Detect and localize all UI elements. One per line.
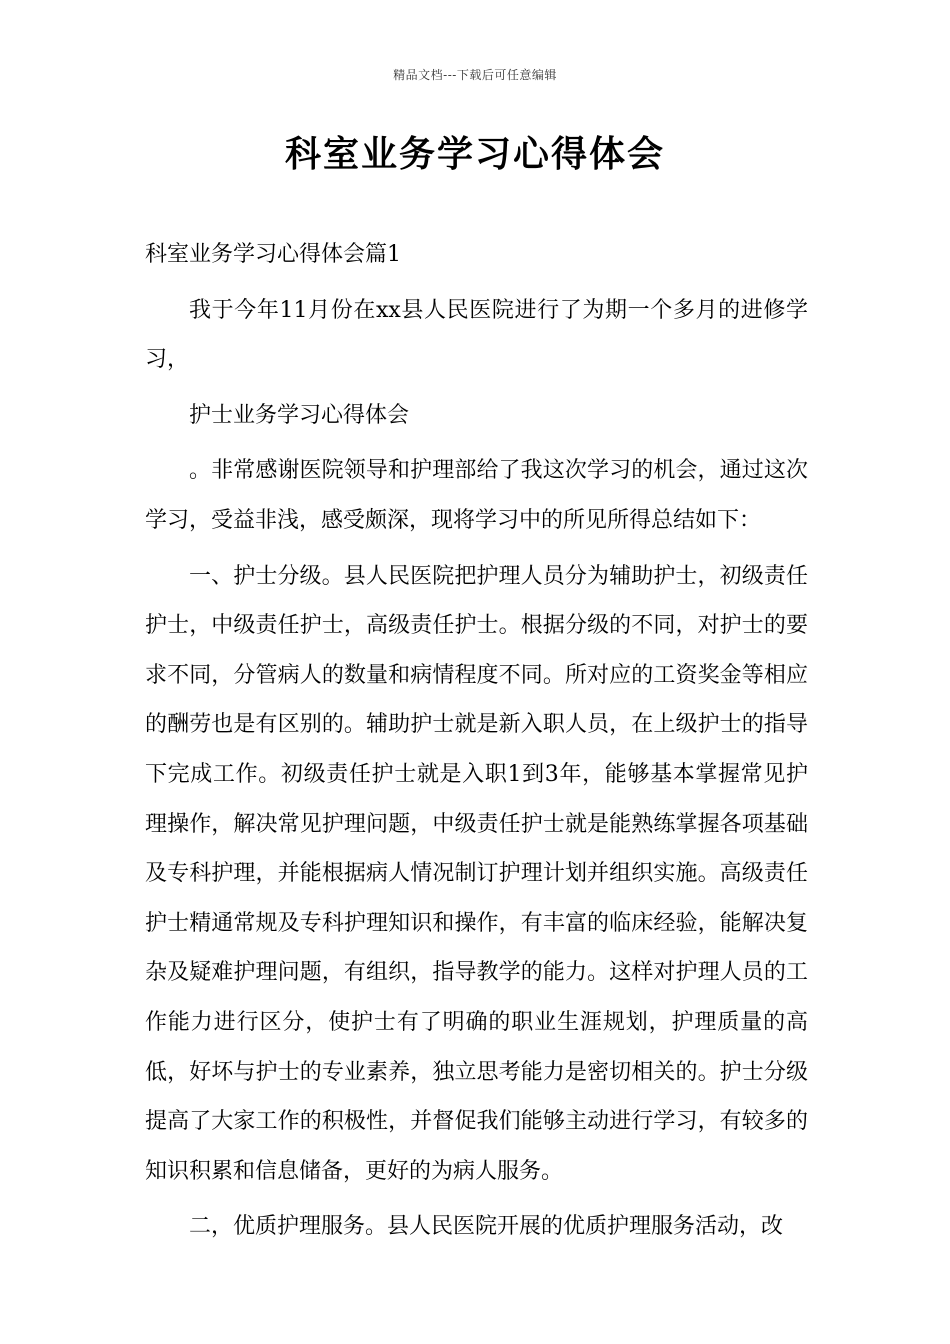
- document-body: [145, 230, 808, 1252]
- paragraph-nurse-grading: 一、护士分级。县人民医院把护理人员分为辅助护士，初级责任护士，中级责任护士，高级责任护士。根据分级的不同，对护士的要求不同，分管病人的数量和病情程度不同。所对应的工资奖金等相应的酬劳也是有区别的。辅助护士就是新入职人员，在上级护士的指导下完成工作。初级责任护士就是入职1到3年，能够基本掌握常见护理操作，解决常见护理问题，中级责任护士就是能熟练掌握各项基础及专科护理，并能根据病人情况制订护理计划并组织实施。高级责任护士精通常规及专科护理知识和操作，有丰富的临床经验，能解决复杂及疑难护理问题，有组织，指导教学的能力。这样对护理人员的工作能力进行区分，使护士有了明确的职业生涯规划，护理质量的高低，好坏与护士的专业素养，独立思考能力是密切相关的。护士分级提高了大家工作的积极性，并督促我们能够主动进行学习，有较多的知识积累和信息储备，更好的为病人服务。: [145, 563, 808, 1184]
- header-note: 精品文档---下载后可任意编辑: [393, 68, 557, 82]
- paragraph-thanks: 。非常感谢医院领导和护理部给了我这次学习的机会，通过这次学习，受益非浅，感受颇深，现将学习中的所见所得总结如下：: [145, 458, 808, 533]
- paragraph-subheading: 护士业务学习心得体会: [189, 402, 410, 428]
- paragraph-intro: 我于今年11月份在xx县人民医院进行了为期一个多月的进修学习，: [145, 297, 808, 373]
- section-heading: 科室业务学习心得体会篇1: [145, 242, 401, 267]
- document-title: 科室业务学习心得体会: [284, 133, 665, 175]
- paragraph-quality-service: 二，优质护理服务。县人民医院开展的优质护理服务活动，改: [189, 1214, 784, 1240]
